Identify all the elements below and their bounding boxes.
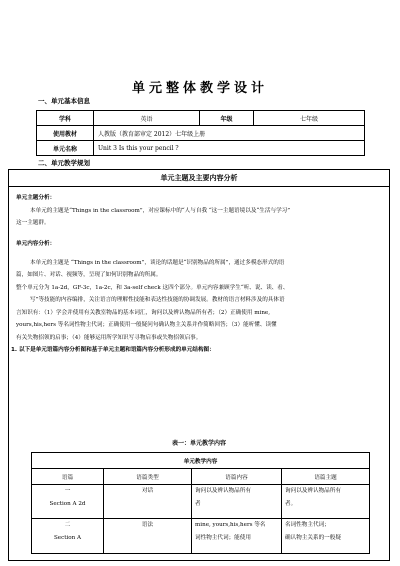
content-line: 有关失物招领的启事；（4）能够运用所学知识写寻物启事或失物招领启事。 xyxy=(16,334,202,341)
table-row xyxy=(32,485,370,519)
unit-analysis-box xyxy=(8,169,390,561)
subject-label: 学科 xyxy=(37,111,94,126)
grade-label: 年级 xyxy=(200,111,254,126)
row-type: 语法 xyxy=(141,522,154,528)
theme-analysis-heading: 单元主题分析： xyxy=(16,195,56,201)
table-row xyxy=(32,519,370,554)
row-section: Section A 2d xyxy=(49,501,86,507)
cell-discourse xyxy=(32,485,104,519)
row-number: 二 xyxy=(64,522,71,528)
content-line: 本单元的主题是 “Things in the classroom”，谈论的话题是“识别物品的所属”，通过多模态形式的语 xyxy=(30,259,285,266)
column-header: 语篇主题 xyxy=(282,469,370,485)
theme-line: 这一主题群。 xyxy=(16,220,50,226)
row-theme-line: 者。 xyxy=(285,501,297,507)
info-row-unit xyxy=(37,141,365,156)
column-header: 语篇 xyxy=(32,469,104,485)
textbook-value: 人教版（教育部审定 2012）七年级上册 xyxy=(94,126,365,141)
table-column-row xyxy=(32,469,370,485)
table-header: 单元教学内容 xyxy=(32,453,370,469)
unit-content-table xyxy=(31,452,370,554)
row-content-line: 询问以及辨认物品所有 xyxy=(195,488,251,494)
table-header-row xyxy=(32,453,370,469)
content-line: 言知识有：（1）学会并使用有关教室物品的基本词汇，询问以及辨认物品所有者；（2）正确使用 mine, xyxy=(16,309,271,316)
info-row-subject xyxy=(37,111,365,126)
row-type: 对话 xyxy=(141,488,154,494)
grade-value: 七年级 xyxy=(254,111,365,126)
content-analysis-heading: 单元内容分析： xyxy=(16,241,56,247)
theme-analysis xyxy=(16,192,384,230)
unit-label: 单元名称 xyxy=(37,141,94,156)
content-analysis xyxy=(11,238,384,357)
row-content-line: 词性物主代词；能使用 xyxy=(195,535,251,541)
content-line: 篇，如图片、对话、视频等，呈现了如何识别物品的所属。 xyxy=(16,272,162,278)
row-theme-line: 确认物主关系的一般疑 xyxy=(285,535,341,541)
cell-type xyxy=(104,519,192,554)
cell-theme xyxy=(282,519,370,554)
row-content-line: mine, yours,his,hers 等名 xyxy=(195,522,266,528)
page-title: 单元整体教学设计 xyxy=(131,81,268,96)
table-caption: 表一：单元教学内容 xyxy=(171,440,226,447)
cell-type xyxy=(104,485,192,519)
cell-content xyxy=(192,519,282,554)
unit-value: Unit 3 Is this your pencil ? xyxy=(94,141,365,156)
column-header: 语篇内容 xyxy=(192,469,282,485)
cell-theme xyxy=(282,485,370,519)
content-line: 写”等技能的内容编排，关注语言的理解性技能和表达性技能的协调发展。教材的语言材料涉及的具体语 xyxy=(30,297,285,303)
row-theme-line: 名词性物主代词； xyxy=(285,522,330,528)
content-line: yours,his,hers 等名词性物主代词；正确使用一般疑问句确认物主关系并作简略回答；（3）能听懂、读懂 xyxy=(16,322,277,328)
instruction-text: 1. 以下是单元语篇内容分析图和基于单元主题和语篇内容分析形成的单元结构图： xyxy=(11,347,215,353)
content-line: 整个单元分为 1a-2d，GF-3c，1a-2c，和 3a-self check 这四个部分。单元内容兼顾学生“听、说、读、看、 xyxy=(16,284,289,291)
row-section: Section A xyxy=(53,535,82,541)
cell-content xyxy=(192,485,282,519)
row-number: 一 xyxy=(64,488,71,494)
column-header: 语篇类型 xyxy=(104,469,192,485)
section-heading-basic-info: 一、单元基本信息 xyxy=(38,97,90,105)
cell-discourse xyxy=(32,519,104,554)
row-content-line: 者 xyxy=(195,501,201,507)
unit-analysis-title: 单元主题及主要内容分析 xyxy=(9,170,389,187)
textbook-label: 使用教材 xyxy=(37,126,94,141)
info-row-textbook xyxy=(37,126,365,141)
section-heading-planning: 二、单元教学规划 xyxy=(38,159,90,167)
row-theme-line: 询问以及辨认物品所有 xyxy=(285,488,341,494)
subject-value: 英语 xyxy=(94,111,200,126)
theme-line: 本单元的主题是“Things in the classroom”，对应课标中的“人与自我 “这一主题语境以及“生活与学习” xyxy=(30,207,291,214)
basic-info-table xyxy=(36,110,365,156)
